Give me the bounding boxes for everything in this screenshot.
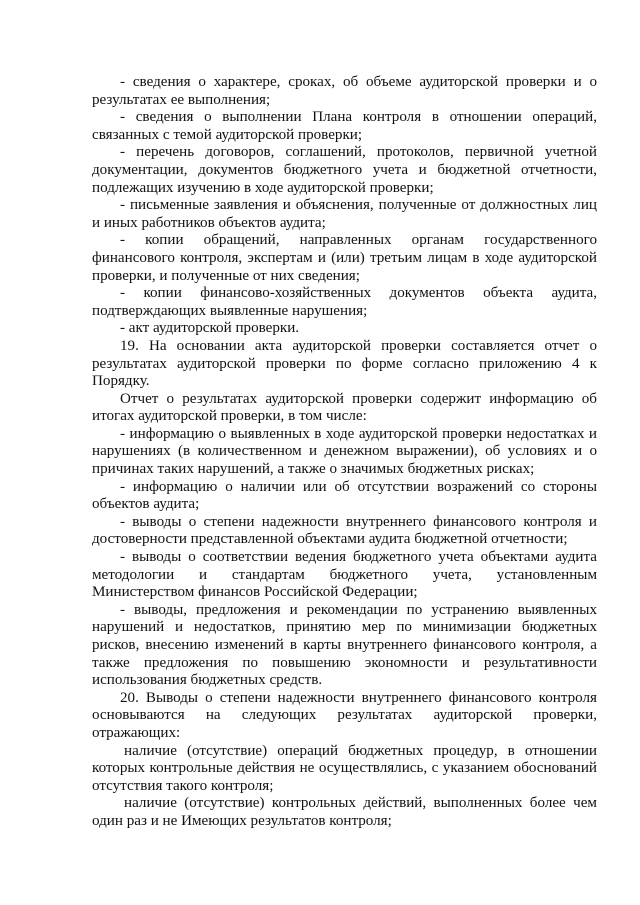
paragraph-objections-info: - информацию о наличии или об отсутствии возражений со стороны объектов аудита; xyxy=(92,478,597,513)
paragraph-reliability-conclusions: - выводы о степени надежности внутреннего финансового контроля и достоверности представленной объектами аудита бюджетной отчетности; xyxy=(92,513,597,548)
paragraph-repeated-control-actions: наличие (отсутствие) контрольных действий, выполненных более чем один раз и не Имеющих результатов контроля; xyxy=(92,795,597,829)
paragraph-documents-list: - перечень договоров, соглашений, протоколов, первичной учетной документации, документов бюджетного учета и бюджетной отчетности, подлежащих изучению в ходе аудиторской проверки; xyxy=(92,144,597,196)
paragraph-recommendations: - выводы, предложения и рекомендации по устранению выявленных нарушений и недостатков, принятию мер по минимизации бюджетных рисков, внесению изменений в карты внутреннего финансового контроля, а также предложения по повышению экономности и результативности использования бюджетных средств. xyxy=(92,601,597,689)
paragraph-audit-scope-info: - сведения о характере, сроках, об объеме аудиторской проверки и о результатах ее выполнения; xyxy=(92,74,597,108)
paragraph-audit-act: - акт аудиторской проверки. xyxy=(120,320,300,337)
paragraph-written-statements: - письменные заявления и объяснения, полученные от должностных лиц и иных работников объектов аудита; xyxy=(92,197,597,231)
paragraph-violations-info: - информацию о выявленных в ходе аудиторской проверки недостатках и нарушениях (в количественном и денежном выражении), об условиях и о причинах таких нарушений, а также о значимых бюджетных рисках; xyxy=(92,425,597,478)
paragraph-report-contents: Отчет о результатах аудиторской проверки содержит информацию об итогах аудиторской проверки, в том числе: xyxy=(92,390,597,425)
paragraph-section-20: 20. Выводы о степени надежности внутреннего финансового контроля основываются на следующих результатах аудиторской проверки, отражающих: xyxy=(92,689,597,741)
paragraph-request-copies: - копии обращений, направленных органам государственного финансового контроля, экспертам и (или) третьим лицам в ходе аудиторской проверки, и полученные от них сведения; xyxy=(92,232,597,284)
paragraph-operations-without-control: наличие (отсутствие) операций бюджетных процедур, в отношении которых контрольные действия не осуществлялись, с указанием обоснований отсутствия такого контроля; xyxy=(92,742,597,794)
paragraph-section-19: 19. На основании акта аудиторской проверки составляется отчет о результатах аудиторской проверки по форме согласно приложению 4 к Порядку. xyxy=(92,337,597,390)
document-page xyxy=(92,74,597,831)
paragraph-control-plan-info: - сведения о выполнении Плана контроля в отношении операций, связанных с темой аудиторской проверки; xyxy=(92,109,597,143)
paragraph-accounting-conclusions: - выводы о соответствии ведения бюджетного учета объектами аудита методологии и стандартам бюджетного учета, установленным Министерством финансов Российской Федерации; xyxy=(92,549,597,601)
paragraph-financial-documents: - копии финансово-хозяйственных документов объекта аудита, подтверждающих выявленные нарушения; xyxy=(92,285,597,319)
